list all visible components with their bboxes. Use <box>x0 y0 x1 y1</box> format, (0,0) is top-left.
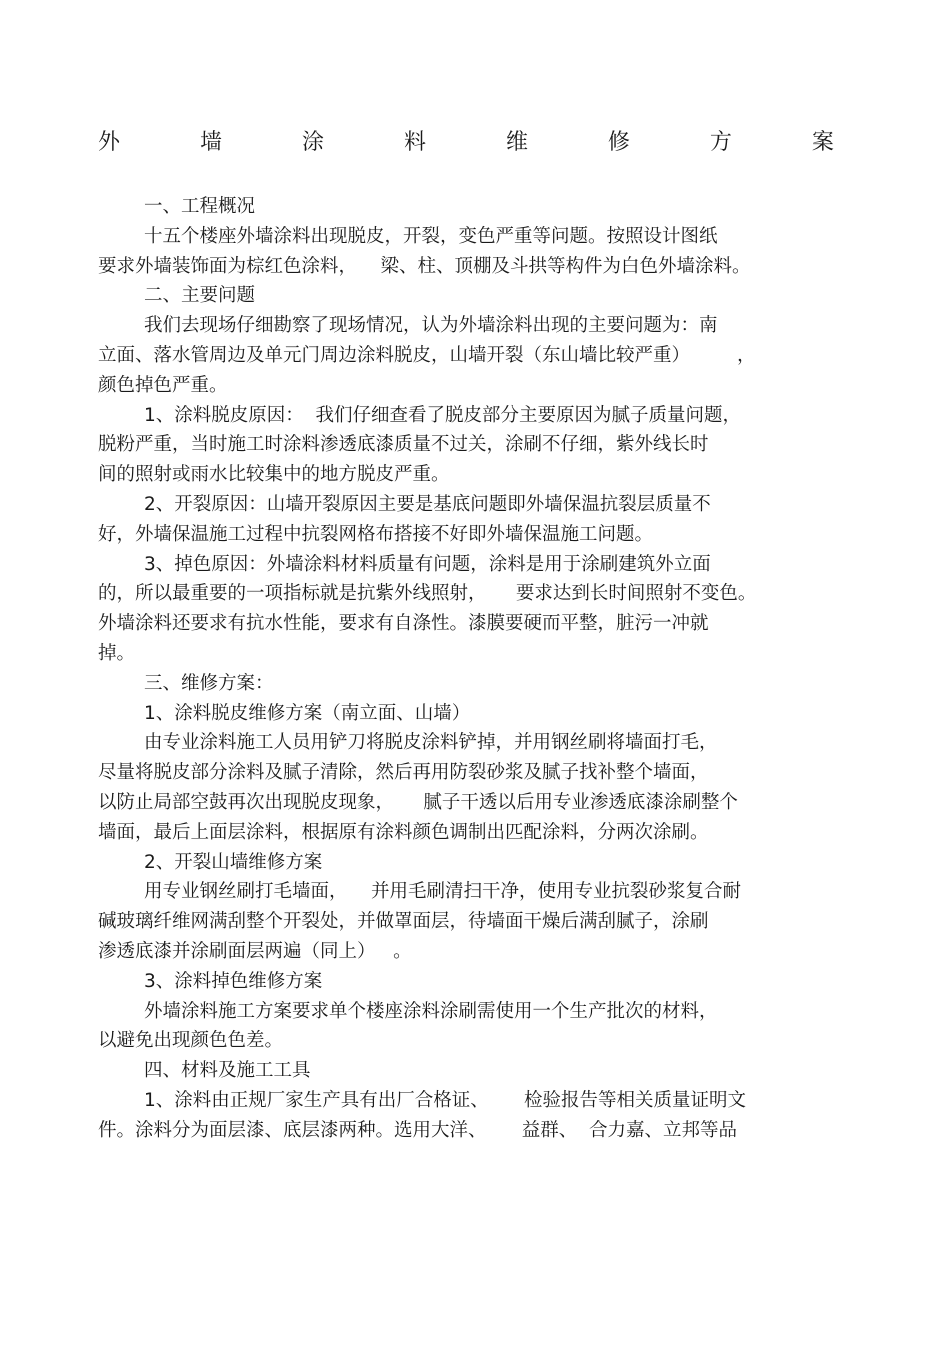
title-char: 维 <box>505 130 528 155</box>
text-line: 2、开裂原因：山墙开裂原因主要是基底问题即外墙保温抗裂层质量不 <box>144 493 711 515</box>
text-line: 间的照射或雨水比较集中的地方脱皮严重。 <box>98 464 450 486</box>
text-line: 一、工程概况 <box>144 196 256 217</box>
text-line: 好，外墙保温施工过程中抗裂网格布搭接不好即外墙保温施工问题。 <box>98 523 654 545</box>
text-line: 3、涂料掉色维修方案 <box>144 970 323 992</box>
text-line: 的，所以最重要的一项指标就是抗紫外线照射， 要求达到长时间照射不变色。 <box>98 583 757 605</box>
text-line: 四、材料及施工工具 <box>144 1060 311 1082</box>
text-line: 3、掉色原因：外墙涂料材料质量有问题，涂料是用于涂刷建筑外立面 <box>144 553 711 575</box>
title-char: 案 <box>811 130 834 155</box>
text-line: 以避免出现颜色色差。 <box>98 1030 284 1052</box>
text-line: 掉。 <box>98 642 136 664</box>
document-title <box>98 128 834 158</box>
text-line: 颜色掉色严重。 <box>98 374 228 396</box>
text-line: 1、涂料由正规厂家生产具有出厂合格证、 检验报告等相关质量证明文 <box>144 1089 747 1111</box>
title-char: 料 <box>403 130 426 155</box>
title-char: 墙 <box>199 130 222 155</box>
text-line: 脱粉严重，当时施工时涂料渗透底漆质量不过关，涂刷不仔细，紫外线长时 <box>98 434 709 456</box>
text-line: 2、开裂山墙维修方案 <box>144 851 323 873</box>
text-line: 十五个楼座外墙涂料出现脱皮，开裂，变色严重等问题。按照设计图纸 <box>144 225 718 247</box>
text-line: 外墙涂料施工方案要求单个楼座涂料涂刷需使用一个生产批次的材料， <box>144 1000 718 1022</box>
title-char: 方 <box>709 130 732 155</box>
text-line: 三、维修方案： <box>144 672 274 694</box>
text-line: 外墙涂料还要求有抗水性能，要求有自涤性。漆膜要硬而平整，脏污一冲就 <box>98 613 709 635</box>
text-line: 1、涂料脱皮原因： 我们仔细查看了脱皮部分主要原因为腻子质量问题， <box>144 404 742 426</box>
text-line: 由专业涂料施工人员用铲刀将脱皮涂料铲掉，并用钢丝刷将墙面打毛， <box>144 732 718 754</box>
title-char: 外 <box>98 130 121 155</box>
text-line: 渗透底漆并涂刷面层两遍（同上） 。 <box>98 940 412 962</box>
title-char: 修 <box>607 130 630 155</box>
text-line: 碱玻璃纤维网满刮整个开裂处，并做罩面层，待墙面干燥后满刮腻子，涂刷 <box>98 911 709 933</box>
text-line: 用专业钢丝刷打毛墙面， 并用毛刷清扫干净，使用专业抗裂砂浆复合耐 <box>144 881 742 903</box>
text-line: 二、主要问题 <box>144 285 256 307</box>
text-line: 我们去现场仔细勘察了现场情况，认为外墙涂料出现的主要问题为：南 <box>144 315 718 337</box>
text-line: 尽量将脱皮部分涂料及腻子清除，然后再用防裂砂浆及腻子找补整个墙面， <box>98 762 709 784</box>
text-line: 立面、落水管周边及单元门周边涂料脱皮，山墙开裂（东山墙比较严重） ， <box>98 344 756 366</box>
title-char: 涂 <box>301 130 324 155</box>
text-line: 件。涂料分为面层漆、底层漆两种。选用大洋、 益群、 合力嘉、立邦等品 <box>98 1119 738 1141</box>
text-line: 1、涂料脱皮维修方案（南立面、山墙） <box>144 702 471 724</box>
text-line: 墙面，最后上面层涂料，根据原有涂料颜色调制出匹配涂料，分两次涂刷。 <box>98 821 709 843</box>
text-line: 要求外墙装饰面为棕红色涂料， 梁、柱、顶棚及斗拱等构件为白色外墙涂料。 <box>98 255 751 277</box>
text-line: 以防止局部空鼓再次出现脱皮现象， 腻子干透以后用专业渗透底漆涂刷整个 <box>98 791 738 813</box>
document-body <box>98 192 838 1146</box>
